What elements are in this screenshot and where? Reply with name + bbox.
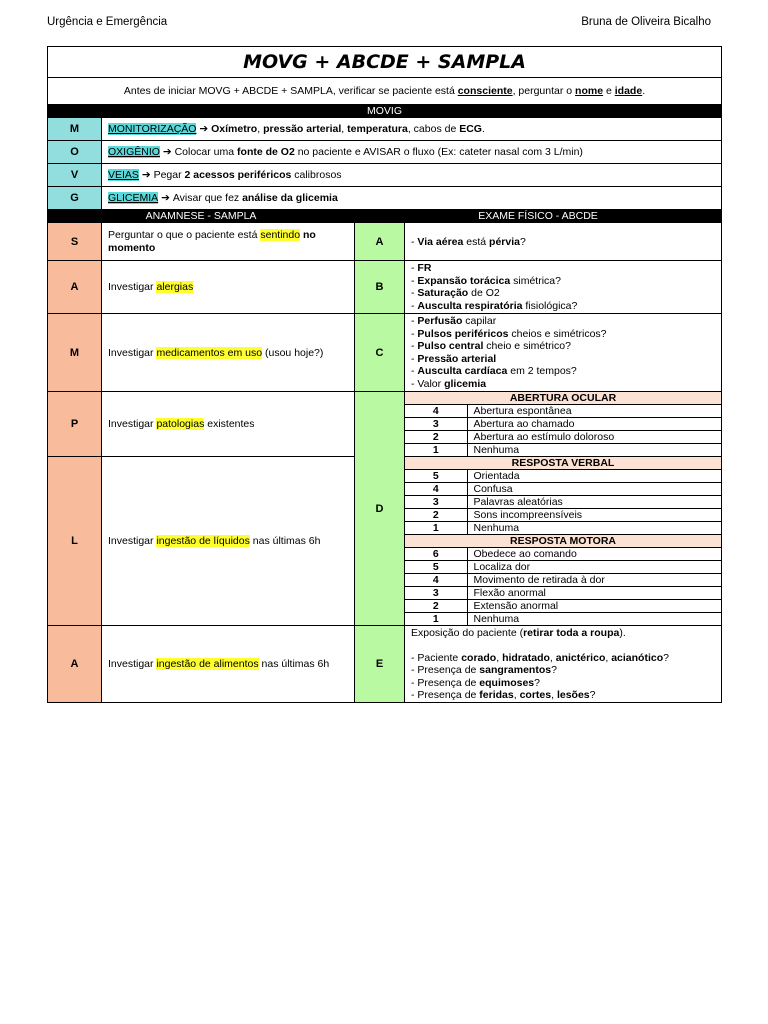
abcde-b-list: [405, 261, 722, 314]
sampla-header: ANAMNESE - SAMPLA: [48, 210, 355, 223]
glasgow-section-title: RESPOSTA VERBAL: [405, 457, 721, 470]
page-title: MOVG + ABCDE + SAMPLA: [48, 47, 722, 78]
table-row: 2 Abertura ao estímulo doloroso: [405, 431, 721, 444]
abcde-letter: E: [355, 626, 405, 703]
glasgow-scale: [405, 392, 722, 626]
list-item: - Presença de sangramentos?: [411, 664, 557, 676]
movig-row-g: [48, 187, 722, 210]
list-item: - Paciente corado, hidratado, anictérico, acianótico?: [411, 651, 669, 664]
sampla-text: Investigar ingestão de líquidos nas últimas 6h: [102, 456, 355, 625]
header-left: Urgência e Emergência: [47, 16, 168, 28]
list-item: - Expansão torácica simétrica?: [411, 274, 561, 287]
list-item: - FR: [411, 262, 432, 274]
list-item: - Presença de equimoses?: [411, 676, 540, 689]
movig-row-v: [48, 164, 722, 187]
list-item: - Pulsos periféricos cheios e simétricos?: [411, 327, 607, 340]
sampla-text: Investigar ingestão de alimentos nas últimas 6h: [102, 626, 355, 703]
movig-letter: M: [48, 118, 102, 141]
list-item: - Presença de feridas, cortes, lesões?: [411, 689, 596, 701]
sampla-letter: A: [48, 626, 102, 703]
glasgow-table: [405, 392, 721, 625]
movig-letter: V: [48, 164, 102, 187]
glasgow-section-title: ABERTURA OCULAR: [405, 392, 721, 405]
list-item: - Pressão arterial: [411, 352, 497, 365]
table-row: 2 Extensão anormal: [405, 600, 721, 613]
sampla-letter: M: [48, 314, 102, 392]
header-right: Bruna de Oliveira Bicalho: [581, 16, 711, 28]
table-row: 5 Localiza dor: [405, 561, 721, 574]
abcde-c-list: [405, 314, 722, 392]
table-row: 1 Nenhuma: [405, 522, 721, 535]
table-row: 4 Confusa: [405, 483, 721, 496]
table-row: 1 Nenhuma: [405, 444, 721, 457]
list-item: - Ausculta cardíaca em 2 tempos?: [411, 365, 577, 377]
intro-text: Antes de iniciar MOVG + ABCDE + SAMPLA, verificar se paciente está consciente, perguntar o nome e idade.: [48, 78, 722, 105]
sampla-text: Investigar alergias: [102, 261, 355, 314]
movig-letter: G: [48, 187, 102, 210]
table-row: 3 Palavras aleatórias: [405, 496, 721, 509]
abcde-a-text: - Via aérea está pérvia?: [405, 223, 722, 261]
sampla-letter: S: [48, 223, 102, 261]
list-item: - Valor glicemia: [411, 377, 487, 390]
table-row: 2 Sons incompreensíveis: [405, 509, 721, 522]
list-item: - Pulso central cheio e simétrico?: [411, 340, 571, 352]
abcde-letter: B: [355, 261, 405, 314]
sampla-letter: L: [48, 456, 102, 625]
glasgow-section-title: RESPOSTA MOTORA: [405, 535, 721, 548]
movig-row-m: [48, 118, 722, 141]
movig-header: MOVIG: [48, 105, 722, 118]
movig-letter: O: [48, 141, 102, 164]
movig-text: OXIGÊNIO ➔ Colocar uma fonte de O2 no paciente e AVISAR o fluxo (Ex: cateter nasal com 3 L/min): [102, 141, 722, 164]
abcde-letter: D: [355, 392, 405, 626]
abcde-header: EXAME FÍSICO - ABCDE: [355, 210, 722, 223]
table-row: 4 Abertura espontânea: [405, 405, 721, 418]
abcde-letter: C: [355, 314, 405, 392]
abcde-e-text: Exposição do paciente (retirar toda a roupa). - Paciente corado, hidratado, anictérico, acianótico? - Presença de sangramentos? - Presença de equimoses? - Presença de feridas, cortes, lesões?: [405, 626, 722, 703]
movig-text: MONITORIZAÇÃO ➔ Oxímetro, pressão arterial, temperatura, cabos de ECG.: [102, 118, 722, 141]
movig-row-o: [48, 141, 722, 164]
movig-text: GLICEMIA ➔ Avisar que fez análise da glicemia: [102, 187, 722, 210]
sampla-letter: A: [48, 261, 102, 314]
table-row: 1 Nenhuma: [405, 613, 721, 626]
list-item: - Perfusão capilar: [411, 315, 497, 327]
sampla-text: Investigar patologias existentes: [102, 392, 355, 457]
list-item: - Ausculta respiratória fisiológica?: [411, 299, 578, 312]
table-row: 6 Obedece ao comando: [405, 548, 721, 561]
table-row: 3 Flexão anormal: [405, 587, 721, 600]
movig-text: VEIAS ➔ Pegar 2 acessos periféricos calibrosos: [102, 164, 722, 187]
sampla-text: Perguntar o que o paciente está sentindo no momento: [102, 223, 355, 261]
main-table: [47, 46, 722, 703]
list-item: - Saturação de O2: [411, 287, 500, 299]
abcde-letter: A: [355, 223, 405, 261]
table-row: 3 Abertura ao chamado: [405, 418, 721, 431]
table-row: 5 Orientada: [405, 470, 721, 483]
sampla-letter: P: [48, 392, 102, 457]
table-row: 4 Movimento de retirada à dor: [405, 574, 721, 587]
sampla-text: Investigar medicamentos em uso (usou hoje?): [102, 314, 355, 392]
